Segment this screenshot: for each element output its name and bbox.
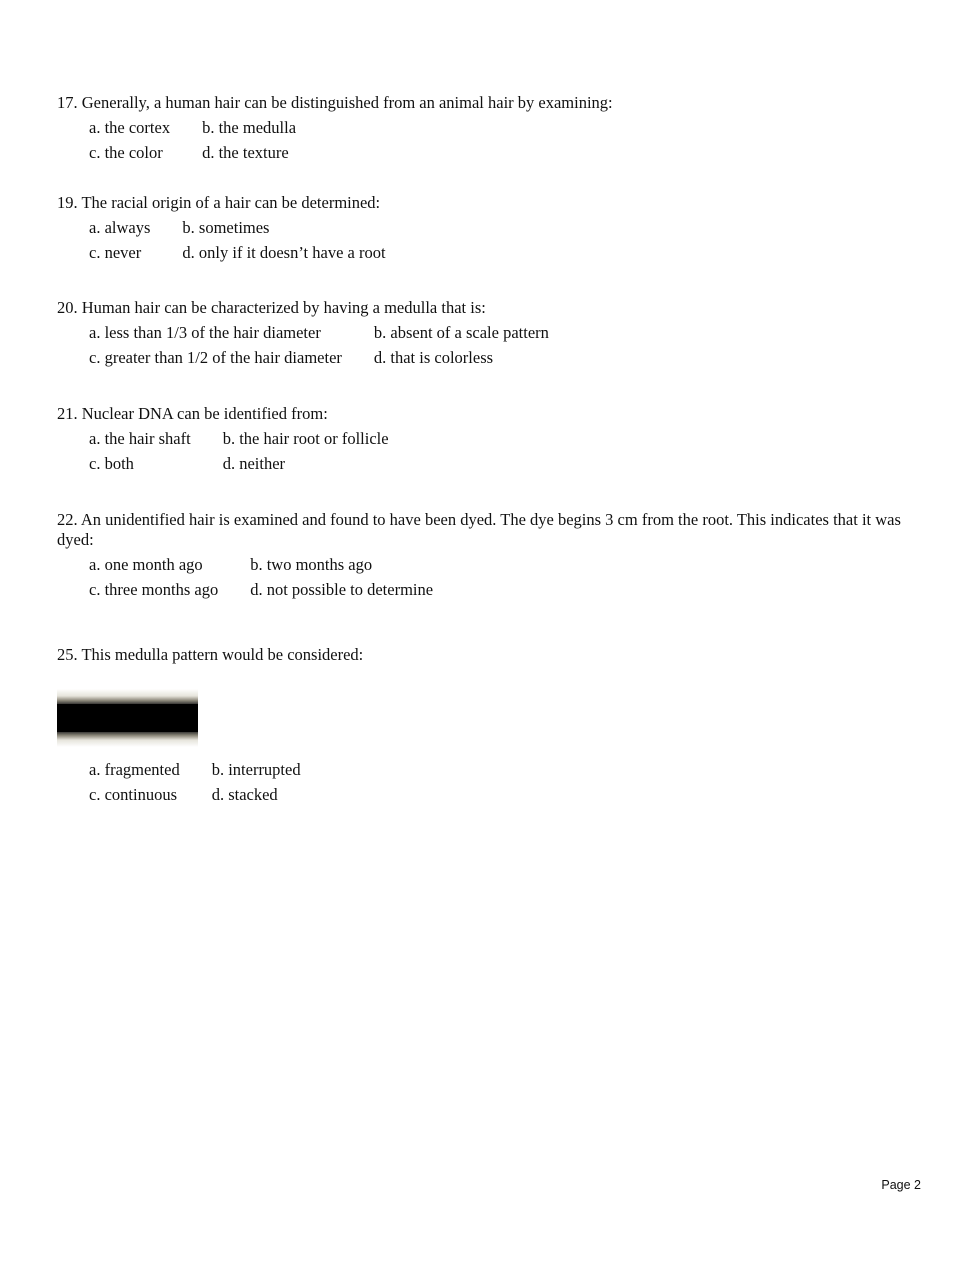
answer-options: [89, 426, 389, 476]
question-stem: 17. Generally, a human hair can be distinguished from an animal hair by examining:: [57, 93, 613, 112]
option-c: c. never: [89, 243, 142, 262]
question-stem: 22. An unidentified hair is examined and found to have been dyed. The dye begins 3 cm from the root. This indicates that it was dyed:: [57, 510, 901, 549]
option-b: b. two months ago: [250, 555, 373, 574]
question-25: [57, 645, 917, 665]
question-stem: 20. Human hair can be characterized by having a medulla that is:: [57, 298, 486, 317]
answer-options: [89, 552, 433, 602]
page-number: Page 2: [881, 1178, 921, 1192]
option-a: a. fragmented: [89, 760, 180, 779]
option-d: d. the texture: [202, 143, 289, 162]
option-c: c. three months ago: [89, 580, 219, 599]
question-stem: 25. This medulla pattern would be considered:: [57, 645, 364, 664]
option-b: b. interrupted: [211, 760, 301, 779]
question-17: [57, 93, 917, 165]
option-a: a. the hair shaft: [89, 429, 191, 448]
option-a: a. less than 1/3 of the hair diameter: [89, 323, 321, 342]
question-stem: 19. The racial origin of a hair can be determined:: [57, 193, 381, 212]
option-c: c. the color: [89, 143, 163, 162]
option-a: a. one month ago: [89, 555, 203, 574]
medulla-pattern-image: [57, 689, 198, 747]
question-19: [57, 193, 917, 265]
question-20: [57, 298, 917, 370]
answer-options: [89, 215, 386, 265]
question-25-options: [57, 757, 917, 807]
option-b: b. sometimes: [182, 218, 270, 237]
option-c: c. both: [89, 454, 134, 473]
option-d: d. stacked: [211, 785, 278, 804]
answer-options: [89, 115, 296, 165]
question-stem: 21. Nuclear DNA can be identified from:: [57, 404, 328, 423]
option-b: b. the hair root or follicle: [222, 429, 389, 448]
option-b: b. the medulla: [202, 118, 297, 137]
answer-options: [89, 320, 549, 370]
option-d: d. not possible to determine: [250, 580, 434, 599]
question-21: [57, 404, 917, 476]
option-b: b. absent of a scale pattern: [373, 323, 549, 342]
option-a: a. the cortex: [89, 118, 171, 137]
answer-options: [89, 757, 301, 807]
option-c: c. continuous: [89, 785, 177, 804]
option-c: c. greater than 1/2 of the hair diameter: [89, 348, 342, 367]
question-22: [57, 510, 917, 602]
option-d: d. only if it doesn’t have a root: [182, 243, 386, 262]
option-d: d. that is colorless: [373, 348, 494, 367]
option-d: d. neither: [222, 454, 286, 473]
option-a: a. always: [89, 218, 151, 237]
